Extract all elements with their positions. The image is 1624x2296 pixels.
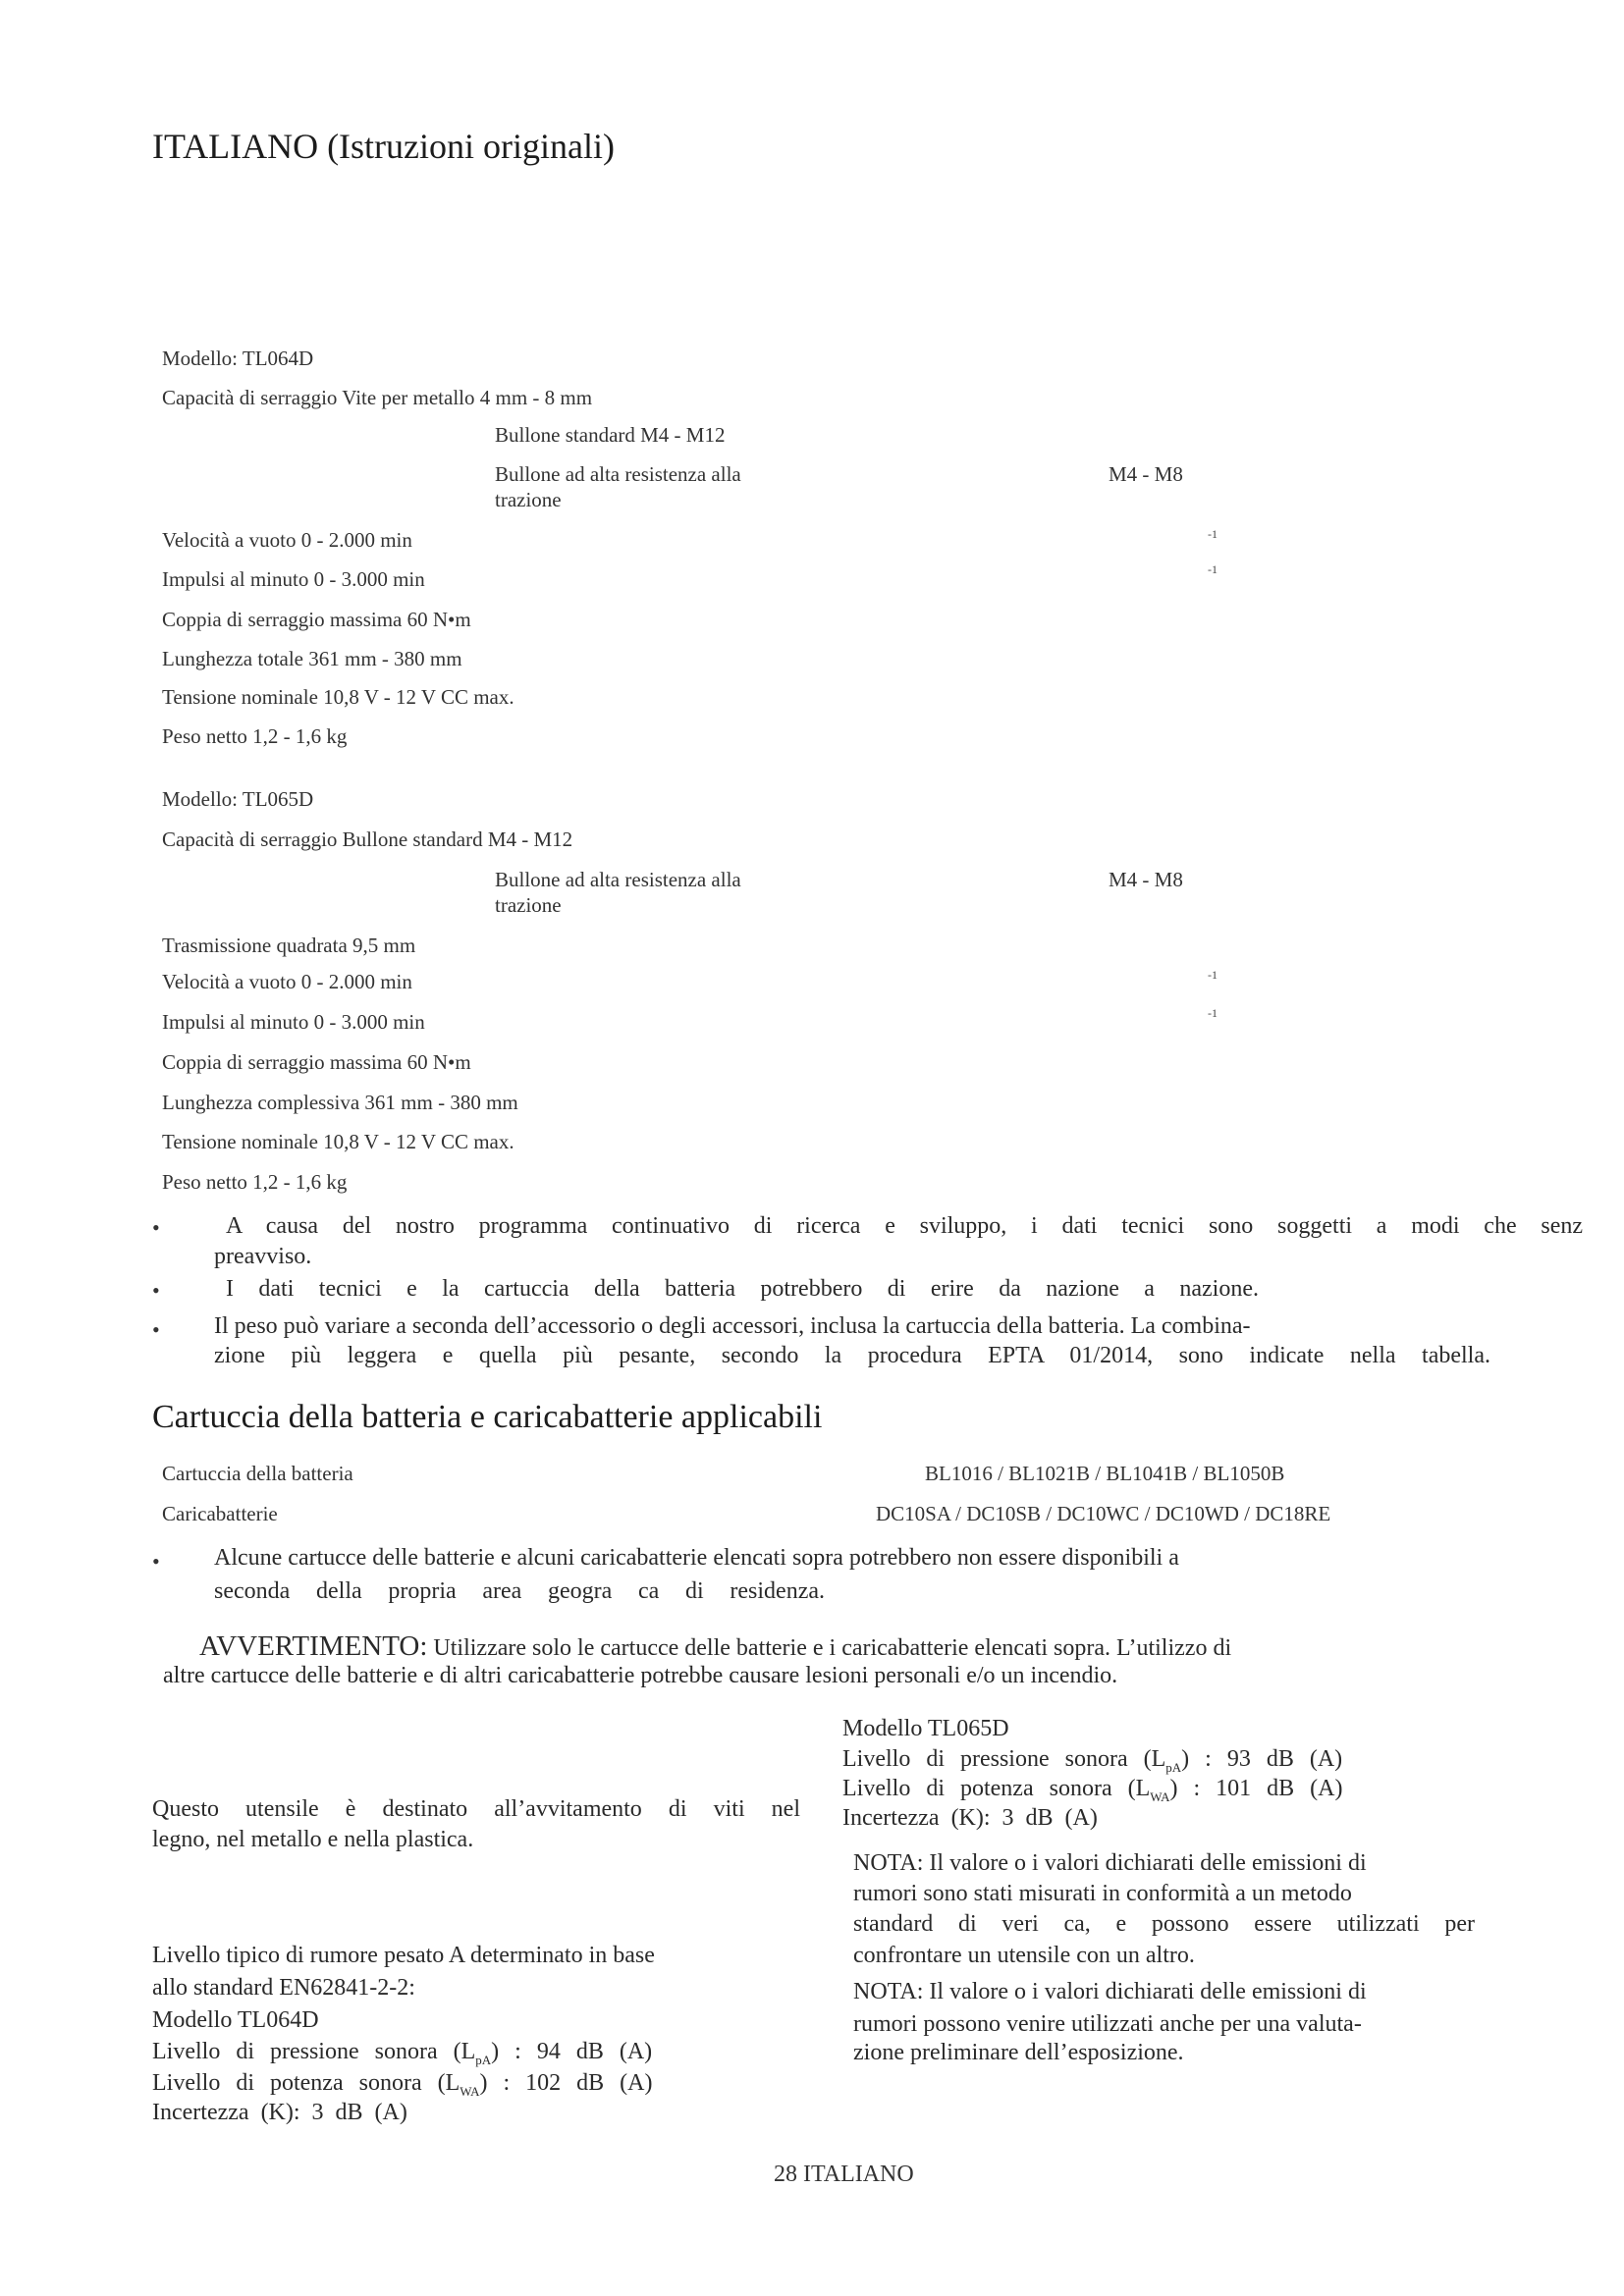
spec-high-tensile-bolt-cont: trazione [495, 893, 562, 917]
bullet-icon: • [152, 1215, 160, 1240]
value: ) : 93 dB (A) [1181, 1746, 1343, 1772]
page-number: 28 ITALIANO [774, 2162, 914, 2187]
noise-model: Modello TL064D [152, 2007, 319, 2033]
spec-standard-bolt: Bullone standard M4 - M12 [495, 423, 726, 447]
charger-label: Caricabatterie [162, 1502, 278, 1525]
value: ) : 94 dB (A) [491, 2039, 653, 2064]
value: ) : 102 dB (A) [479, 2070, 653, 2096]
section-title: Cartuccia della batteria e caricabatterie applicabili [152, 1399, 823, 1435]
noise-note-cont: standard di veri ca, e possono essere utilizzati per [853, 1911, 1475, 1937]
spec-no-load-speed-exponent: -1 [1208, 968, 1218, 982]
bullet-icon: • [152, 1317, 160, 1342]
spec-capacity: Capacità di serraggio Bullone standard M4 - M12 [162, 828, 573, 851]
spec-overall-length: Lunghezza totale 361 mm - 380 mm [162, 647, 462, 670]
spec-rated-voltage: Tensione nominale 10,8 V - 12 V CC max. [162, 1130, 514, 1153]
spec-high-tensile-bolt: Bullone ad alta resistenza alla [495, 462, 741, 486]
uncertainty: Incertezza (K): 3 dB (A) [842, 1805, 1098, 1831]
noise-note: NOTA: Il valore o i valori dichiarati delle emissioni di [853, 1979, 1367, 2004]
warning-text [199, 1630, 1231, 1663]
spec-max-torque: Coppia di serraggio massima 60 N•m [162, 608, 471, 631]
spec-capacity: Capacità di serraggio Vite per metallo 4 mm - 8 mm [162, 386, 593, 409]
note-weight: Il peso può variare a seconda dell’accessorio o degli accessori, inclusa la cartuccia della batteria. La combina- [214, 1313, 1251, 1339]
spec-model: Modello: TL065D [162, 787, 314, 811]
subscript: WA [1150, 1789, 1170, 1804]
uncertainty: Incertezza (K): 3 dB (A) [152, 2100, 407, 2125]
charger-models: DC10SA / DC10SB / DC10WC / DC10WD / DC18RE [876, 1502, 1331, 1525]
page-title: ITALIANO (Istruzioni originali) [152, 127, 615, 166]
subscript: pA [1165, 1760, 1182, 1775]
intended-use-line-cont: legno, nel metallo e nella plastica. [152, 1827, 474, 1852]
spec-net-weight: Peso netto 1,2 - 1,6 kg [162, 1170, 348, 1194]
spec-high-tensile-bolt-value: M4 - M8 [1109, 868, 1183, 891]
spec-high-tensile-bolt-cont: trazione [495, 488, 562, 511]
bullet-icon: • [152, 1549, 160, 1574]
value: ) : 101 dB (A) [1169, 1776, 1343, 1801]
noise-note-cont: rumori sono stati misurati in conformità a un metodo [853, 1881, 1352, 1906]
note-weight-cont: zione più leggera e quella più pesante, secondo la procedura EPTA 01/2014, sono indicate nella tabella. [214, 1343, 1490, 1368]
spec-no-load-speed-exponent: -1 [1208, 527, 1218, 541]
spec-no-load-speed: Velocità a vuoto 0 - 2.000 min [162, 970, 412, 993]
note-research: A causa del nostro programma continuativo di ricerca e sviluppo, i dati tecnici sono soggetti a modi che senz [226, 1213, 1583, 1239]
availability-note-cont: seconda della propria area geogra ca di residenza. [214, 1578, 825, 1604]
spec-net-weight: Peso netto 1,2 - 1,6 kg [162, 724, 348, 748]
battery-models: BL1016 / BL1021B / BL1041B / BL1050B [925, 1462, 1285, 1485]
spec-impacts-exponent: -1 [1208, 562, 1218, 576]
noise-note-cont: zione preliminare dell’esposizione. [853, 2040, 1184, 2065]
spec-impacts-exponent: -1 [1208, 1006, 1218, 1020]
spec-high-tensile-bolt-value: M4 - M8 [1109, 462, 1183, 486]
noise-model: Modello TL065D [842, 1716, 1009, 1741]
warning-label: AVVERTIMENTO: [199, 1630, 428, 1662]
subscript: WA [460, 2084, 480, 2099]
spec-high-tensile-bolt: Bullone ad alta resistenza alla [495, 868, 741, 891]
spec-no-load-speed: Velocità a vuoto 0 - 2.000 min [162, 528, 412, 552]
intended-use-line: Questo utensile è destinato all’avvitamento di viti nel [152, 1796, 800, 1822]
spec-max-torque: Coppia di serraggio massima 60 N•m [162, 1050, 471, 1074]
sound-power-level [152, 2070, 652, 2100]
subscript: pA [475, 2053, 492, 2067]
sound-pressure-level [842, 1746, 1342, 1776]
sound-pressure-level [152, 2039, 652, 2068]
sound-power-level [842, 1776, 1342, 1805]
spec-impacts: Impulsi al minuto 0 - 3.000 min [162, 567, 425, 591]
noise-intro: Livello tipico di rumore pesato A determinato in base [152, 1943, 655, 1968]
spec-impacts: Impulsi al minuto 0 - 3.000 min [162, 1010, 425, 1034]
label: Livello di potenza sonora (L [152, 2070, 460, 2096]
warning-line: Utilizzare solo le cartucce delle batterie e i caricabatterie elencati sopra. L’utilizzo di [433, 1635, 1232, 1661]
noise-intro-cont: allo standard EN62841-2-2: [152, 1975, 415, 2001]
note-specs-vary: I dati tecnici e la cartuccia della batteria potrebbero di erire da nazione a nazione. [226, 1276, 1259, 1302]
bullet-icon: • [152, 1278, 160, 1303]
spec-model: Modello: TL064D [162, 347, 314, 370]
warning-text-cont: altre cartucce delle batterie e di altri caricabatterie potrebbe causare lesioni personali e/o un incendio. [163, 1663, 1118, 1688]
noise-note: NOTA: Il valore o i valori dichiarati delle emissioni di [853, 1850, 1367, 1876]
availability-note: Alcune cartucce delle batterie e alcuni caricabatterie elencati sopra potrebbero non essere disponibili a [214, 1545, 1179, 1571]
label: Livello di pressione sonora (L [152, 2039, 476, 2064]
label: Livello di potenza sonora (L [842, 1776, 1151, 1801]
spec-square-drive: Trasmissione quadrata 9,5 mm [162, 934, 416, 957]
noise-note-cont: rumori possono venire utilizzati anche per una valuta- [853, 2011, 1362, 2037]
label: Livello di pressione sonora (L [842, 1746, 1166, 1772]
battery-label: Cartuccia della batteria [162, 1462, 353, 1485]
spec-overall-length: Lunghezza complessiva 361 mm - 380 mm [162, 1091, 518, 1114]
noise-note-cont: confrontare un utensile con un altro. [853, 1943, 1195, 1968]
note-research-cont: preavviso. [214, 1244, 312, 1269]
spec-rated-voltage: Tensione nominale 10,8 V - 12 V CC max. [162, 685, 514, 709]
